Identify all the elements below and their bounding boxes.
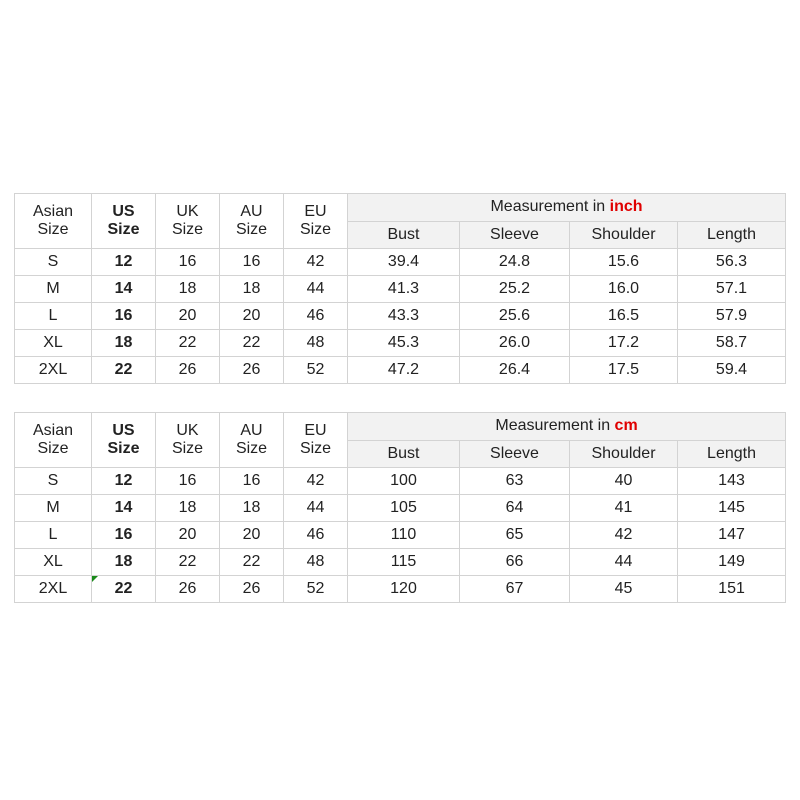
cell-length: 57.1 [678,276,786,303]
table-row [15,330,786,357]
cell-au-size: 16 [220,468,284,495]
cell-au-size: 18 [220,276,284,303]
cell-bust: 39.4 [348,249,460,276]
cell-sleeve: 66 [460,549,570,576]
cell-us-size: 18 [92,549,156,576]
cell-au-size: 22 [220,330,284,357]
size-chart-cm [14,412,786,603]
cell-length: 151 [678,576,786,603]
cell-asian-size: S [15,468,92,495]
cell-asian-size: XL [15,330,92,357]
table-row [15,276,786,303]
cell-shoulder: 16.0 [570,276,678,303]
cell-shoulder: 17.2 [570,330,678,357]
cell-bust: 47.2 [348,357,460,384]
header-eu-size: EU Size [284,194,348,249]
cell-shoulder: 42 [570,522,678,549]
header-bust: Bust [348,441,460,468]
cell-us-size: 12 [92,249,156,276]
cell-eu-size: 46 [284,522,348,549]
table-row [15,249,786,276]
cell-bust: 115 [348,549,460,576]
cell-au-size: 20 [220,522,284,549]
cell-bust: 45.3 [348,330,460,357]
header-uk-size: UK Size [156,194,220,249]
cell-us-size [92,576,156,603]
cell-length: 56.3 [678,249,786,276]
header-au-size: AU Size [220,413,284,468]
cell-uk-size: 26 [156,576,220,603]
cell-length: 147 [678,522,786,549]
cell-sleeve: 26.4 [460,357,570,384]
header-us-size: US Size [92,413,156,468]
header-measurement: Measurement in cm [348,413,786,441]
cell-eu-size: 42 [284,249,348,276]
cell-shoulder: 17.5 [570,357,678,384]
cell-au-size: 20 [220,303,284,330]
cell-asian-size: M [15,276,92,303]
header-asian-size: Asian Size [15,194,92,249]
cell-eu-size: 48 [284,549,348,576]
table-row [15,357,786,384]
header-shoulder: Shoulder [570,222,678,249]
cell-shoulder: 16.5 [570,303,678,330]
cell-length: 59.4 [678,357,786,384]
cell-shoulder: 15.6 [570,249,678,276]
cell-us-size: 14 [92,495,156,522]
cell-eu-size: 44 [284,276,348,303]
cell-uk-size: 20 [156,522,220,549]
cell-uk-size: 26 [156,357,220,384]
cell-bust: 100 [348,468,460,495]
cell-asian-size: L [15,303,92,330]
header-shoulder: Shoulder [570,441,678,468]
header-sleeve: Sleeve [460,441,570,468]
measurement-unit: inch [609,198,643,216]
cell-eu-size: 52 [284,576,348,603]
cell-sleeve: 64 [460,495,570,522]
cell-sleeve: 25.6 [460,303,570,330]
cell-sleeve: 67 [460,576,570,603]
cell-au-size: 26 [220,357,284,384]
cell-uk-size: 22 [156,330,220,357]
cell-length: 58.7 [678,330,786,357]
header-us-size: US Size [92,194,156,249]
size-chart-inch [14,193,786,384]
cell-shoulder: 41 [570,495,678,522]
cell-us-size-value: 22 [114,579,133,597]
cell-au-size: 26 [220,576,284,603]
cell-us-size: 12 [92,468,156,495]
cell-sleeve: 26.0 [460,330,570,357]
cell-uk-size: 20 [156,303,220,330]
header-bust: Bust [348,222,460,249]
table-row [15,549,786,576]
cell-asian-size: 2XL [15,576,92,603]
header-eu-size: EU Size [284,413,348,468]
cell-bust: 105 [348,495,460,522]
cell-us-size: 14 [92,276,156,303]
cell-sleeve: 63 [460,468,570,495]
cell-eu-size: 48 [284,330,348,357]
table-row [15,495,786,522]
cell-uk-size: 18 [156,276,220,303]
cell-us-size: 16 [92,303,156,330]
cell-us-size: 22 [92,357,156,384]
cell-asian-size: XL [15,549,92,576]
cell-eu-size: 44 [284,495,348,522]
cell-au-size: 16 [220,249,284,276]
cell-au-size: 18 [220,495,284,522]
cell-shoulder: 45 [570,576,678,603]
cell-eu-size: 52 [284,357,348,384]
header-length: Length [678,222,786,249]
cell-asian-size: S [15,249,92,276]
cell-bust: 110 [348,522,460,549]
table-row [15,468,786,495]
cell-bust: 41.3 [348,276,460,303]
cell-length: 145 [678,495,786,522]
cell-corner-marker [92,576,98,582]
cell-length: 143 [678,468,786,495]
cell-asian-size: L [15,522,92,549]
cell-uk-size: 16 [156,249,220,276]
cell-uk-size: 16 [156,468,220,495]
header-uk-size: UK Size [156,413,220,468]
cell-shoulder: 44 [570,549,678,576]
cell-asian-size: 2XL [15,357,92,384]
header-measurement: Measurement in inch [348,194,786,222]
cell-shoulder: 40 [570,468,678,495]
table-row [15,303,786,330]
cell-sleeve: 25.2 [460,276,570,303]
measurement-unit: cm [614,417,638,435]
cell-bust: 120 [348,576,460,603]
table-row [15,576,786,603]
cell-eu-size: 42 [284,468,348,495]
cell-au-size: 22 [220,549,284,576]
cell-bust: 43.3 [348,303,460,330]
header-length: Length [678,441,786,468]
cell-length: 57.9 [678,303,786,330]
header-asian-size: Asian Size [15,413,92,468]
table-row [15,522,786,549]
cell-asian-size: M [15,495,92,522]
cell-sleeve: 24.8 [460,249,570,276]
cell-length: 149 [678,549,786,576]
cell-uk-size: 22 [156,549,220,576]
cell-eu-size: 46 [284,303,348,330]
cell-uk-size: 18 [156,495,220,522]
cell-sleeve: 65 [460,522,570,549]
cell-us-size: 18 [92,330,156,357]
header-sleeve: Sleeve [460,222,570,249]
cell-us-size: 16 [92,522,156,549]
header-au-size: AU Size [220,194,284,249]
